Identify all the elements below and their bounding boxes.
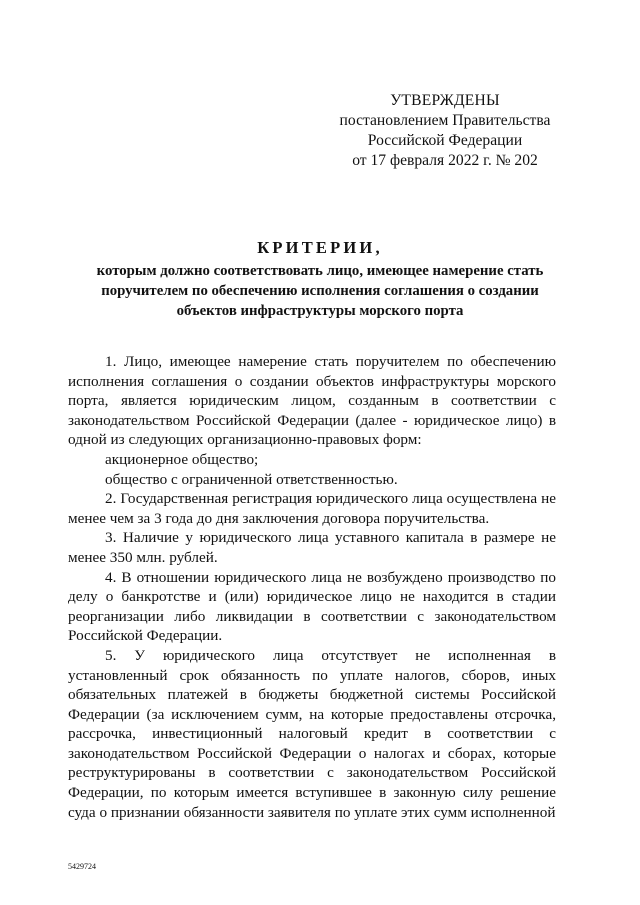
approval-line-3: от 17 февраля 2022 г. № 202 — [352, 152, 538, 169]
approval-block — [330, 91, 560, 171]
paragraph-1-item-a: акционерное общество; — [105, 450, 259, 468]
document-code: 5429724 — [68, 862, 96, 871]
document-body — [68, 352, 556, 822]
approval-line-2: Российской Федерации — [367, 132, 523, 149]
paragraph-3: 3. Наличие у юридического лица уставного капитала в размере не менее 350 млн. рублей. — [68, 529, 556, 566]
paragraph-2: 2. Государственная регистрация юридического лица осуществлена не менее чем за 3 года до дня заключения договора поручительства. — [68, 490, 556, 527]
document-heading: КРИТЕРИИ, — [257, 238, 383, 257]
paragraph-1: 1. Лицо, имеющее намерение стать поручителем по обеспечению исполнения соглашения о создании объектов инфраструктуры морского порта, является юридическим лицом, созданным в соответствии с законодательством Российской Федерации (далее - юридическое лицо) в одной из следующих организационно-правовых форм: — [68, 353, 556, 449]
approval-line-1: постановлением Правительства — [339, 112, 551, 129]
paragraph-4: 4. В отношении юридического лица не возбуждено производство по делу о банкротстве и (или) юридическое лицо не находится в стадии реорганизации либо ликвидации в соответствии с законодательством Российской Федерации. — [68, 568, 556, 645]
paragraph-5: 5. У юридического лица отсутствует не исполненная в установленный срок обязанность по уплате налогов, сборов, иных обязательных платежей в бюджеты бюджетной системы Российской Федерации (за исключением сумм, на которые предоставлены отсрочка, рассрочка, инвестиционный налоговый кредит в соответствии с законодательством Российской Федерации о налогах и сборах, которые реструктурированы в соответствии с законодательством Российской Федерации, по которым имеется вступившее в законную силу решение суда о признании обязанности заявителя по уплате этих сумм исполненной — [68, 646, 556, 821]
paragraph-1-item-b: общество с ограниченной ответственностью. — [105, 470, 398, 488]
approval-title: УТВЕРЖДЕНЫ — [390, 92, 500, 109]
document-subheading: которым должно соответствовать лицо, имеющее намерение стать поручителем по обеспечению исполнения соглашения о создании объектов инфраструктуры морского порта — [96, 263, 544, 319]
